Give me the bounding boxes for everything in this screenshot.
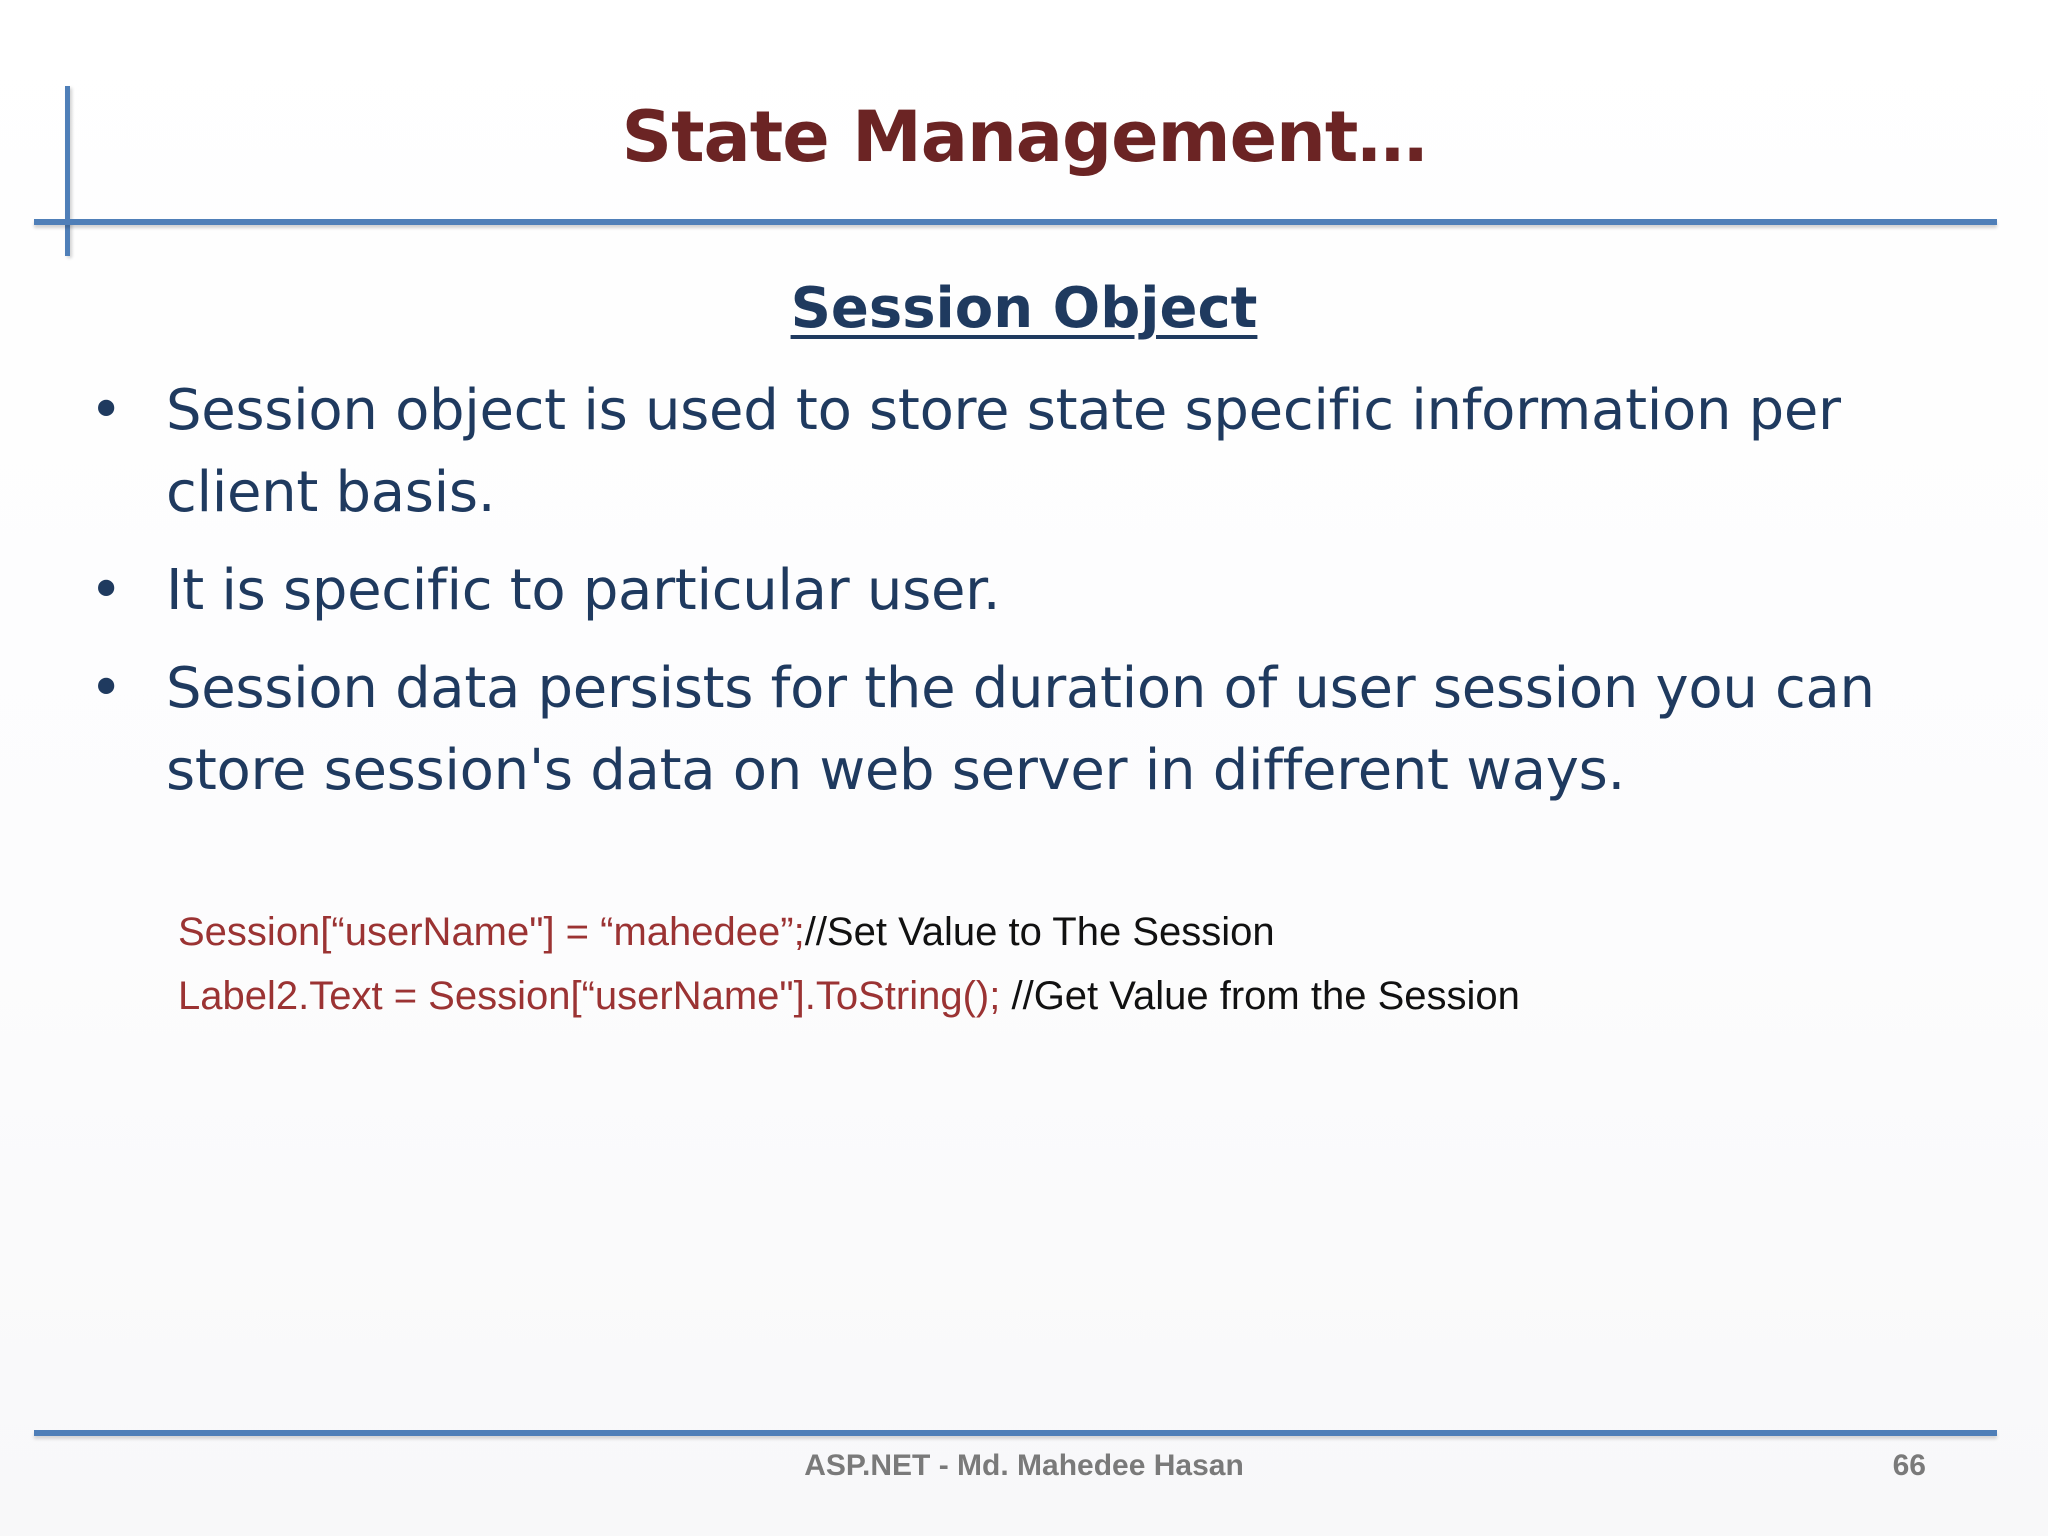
code-line-set — [178, 900, 1520, 964]
bullet-item — [86, 648, 1966, 812]
bullet-text: Session object is used to store state specific information per client basis. — [166, 378, 1841, 525]
bullet-icon: • — [89, 656, 123, 721]
subtitle-text: Session Object — [790, 276, 1258, 341]
bullet-text: Session data persists for the duration of user session you can store session's data on web server in different ways. — [166, 656, 1875, 803]
code-comment: //Set Value to The Session — [804, 910, 1275, 954]
footer-text: ASP.NET - Md. Mahedee Hasan — [804, 1449, 1244, 1482]
bullet-icon: • — [89, 558, 123, 623]
slide-subtitle — [0, 274, 2048, 344]
bullet-list — [86, 370, 1966, 828]
title-divider — [34, 219, 1997, 225]
code-comment: //Get Value from the Session — [1011, 974, 1520, 1018]
code-example — [178, 900, 1520, 1028]
code-statement: Session[“userName"] = “mahedee”; — [178, 910, 805, 954]
bullet-icon: • — [89, 378, 123, 443]
footer-divider — [34, 1430, 1997, 1436]
bullet-item — [86, 550, 1966, 632]
code-line-get — [178, 964, 1520, 1028]
bullet-text: It is specific to particular user. — [166, 558, 1001, 623]
page-number: 66 — [1892, 1449, 1926, 1482]
bullet-item — [86, 370, 1966, 534]
slide-title: State Management… — [621, 96, 1427, 178]
code-statement: Label2.Text = Session[“userName"].ToString(); — [178, 974, 1012, 1018]
